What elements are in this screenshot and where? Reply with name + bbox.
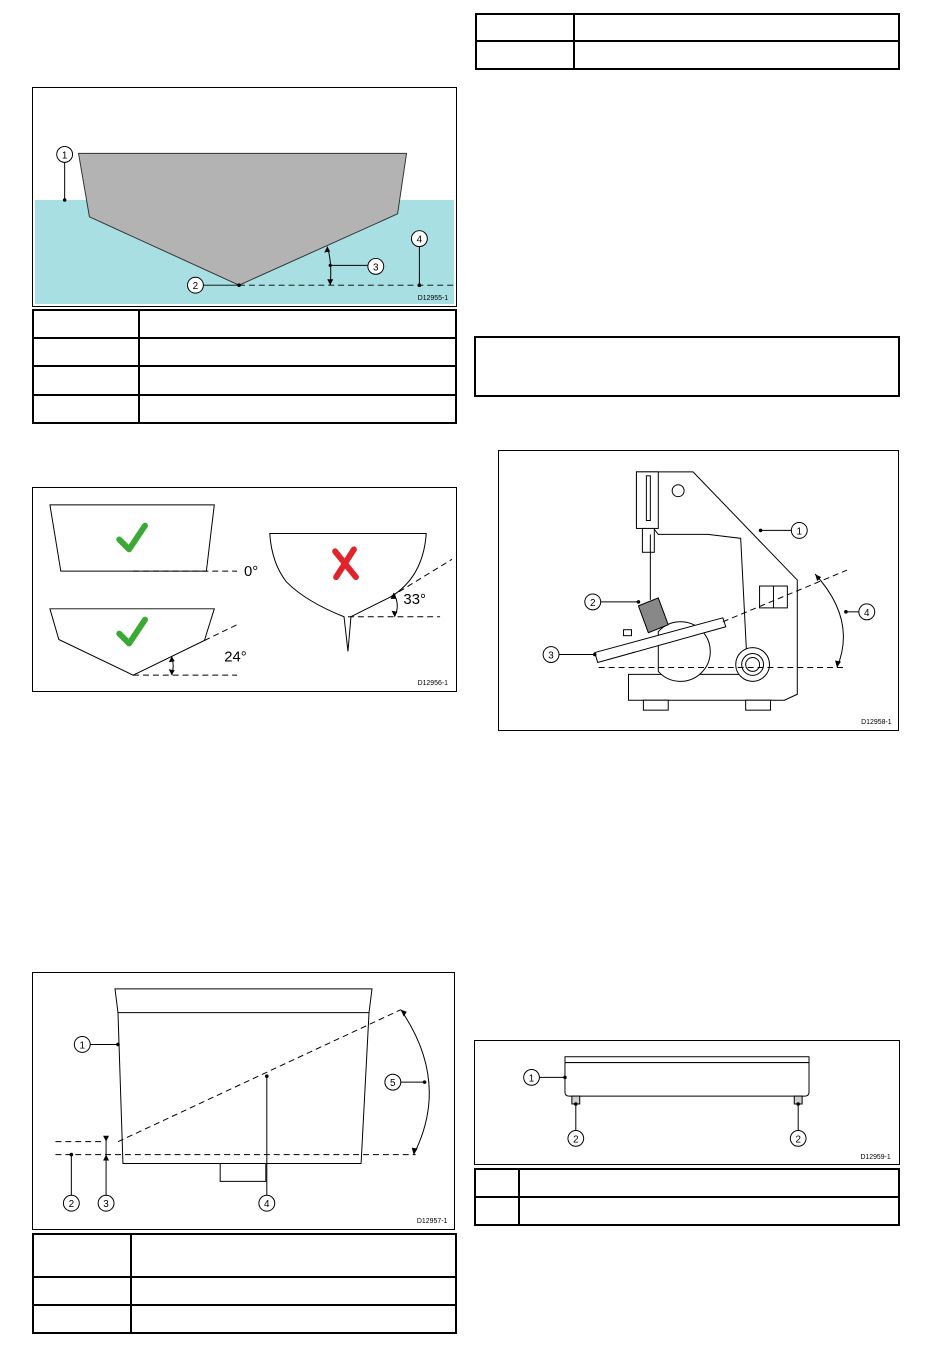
vee-hull-example <box>50 609 247 675</box>
key-table-figure-5 <box>474 1168 900 1226</box>
svg-text:2: 2 <box>590 597 596 609</box>
callout-2-left <box>568 1102 584 1146</box>
figure-code: D12956-1 <box>417 680 448 688</box>
svg-text:4: 4 <box>864 607 870 619</box>
figure-deadrise-examples <box>32 487 457 692</box>
mounting-bracket <box>629 472 798 710</box>
figure-hull-profile <box>32 972 455 1230</box>
key-table-figure-4 <box>32 1233 457 1334</box>
deep-vee-hull-example <box>270 534 452 652</box>
svg-text:1: 1 <box>796 526 803 538</box>
callout-4 <box>844 604 875 620</box>
mount-plate <box>565 1057 809 1104</box>
svg-text:5: 5 <box>390 1078 396 1090</box>
hull-outline <box>115 989 372 1181</box>
figure-code: D12955-1 <box>417 295 449 303</box>
callout-3 <box>543 647 596 663</box>
callout-3 <box>368 258 384 274</box>
figure-flat-mount <box>474 1040 900 1165</box>
callout-1 <box>524 1070 567 1086</box>
figure-code: D12957-1 <box>416 1218 448 1226</box>
svg-text:1: 1 <box>61 150 68 162</box>
svg-text:2: 2 <box>795 1134 801 1146</box>
offset-marker <box>103 1136 109 1162</box>
callout-1 <box>759 522 807 538</box>
svg-text:1: 1 <box>528 1073 535 1085</box>
callout-2 <box>585 594 640 610</box>
callout-2-right <box>790 1102 806 1146</box>
key-table-figure-1 <box>32 309 457 424</box>
angle-label-24: 24° <box>224 649 247 666</box>
svg-text:2: 2 <box>573 1134 579 1146</box>
svg-text:4: 4 <box>416 234 423 246</box>
note-box <box>474 336 900 397</box>
svg-text:3: 3 <box>373 262 379 274</box>
key-table-top-right <box>475 13 900 70</box>
figure-code: D12958-1 <box>861 719 892 727</box>
callout-1 <box>57 146 73 201</box>
svg-text:2: 2 <box>192 281 199 293</box>
callout-3 <box>98 1162 114 1212</box>
svg-text:4: 4 <box>264 1199 270 1211</box>
svg-text:3: 3 <box>103 1199 109 1211</box>
figure-transducer-tilt <box>498 450 899 731</box>
svg-text:2: 2 <box>68 1199 75 1211</box>
figure-deadrise-hull <box>32 87 457 307</box>
callout-2 <box>63 1153 79 1211</box>
figure-code: D12959-1 <box>860 1154 891 1162</box>
callout-1 <box>74 1037 119 1053</box>
angle-label-33: 33° <box>403 591 426 608</box>
flat-hull-example <box>50 505 258 580</box>
tilt-angle-marker <box>815 574 843 667</box>
svg-text:3: 3 <box>548 650 554 662</box>
callout-5 <box>385 1074 426 1090</box>
svg-text:1: 1 <box>79 1040 86 1052</box>
angle-label-0: 0° <box>244 564 259 581</box>
